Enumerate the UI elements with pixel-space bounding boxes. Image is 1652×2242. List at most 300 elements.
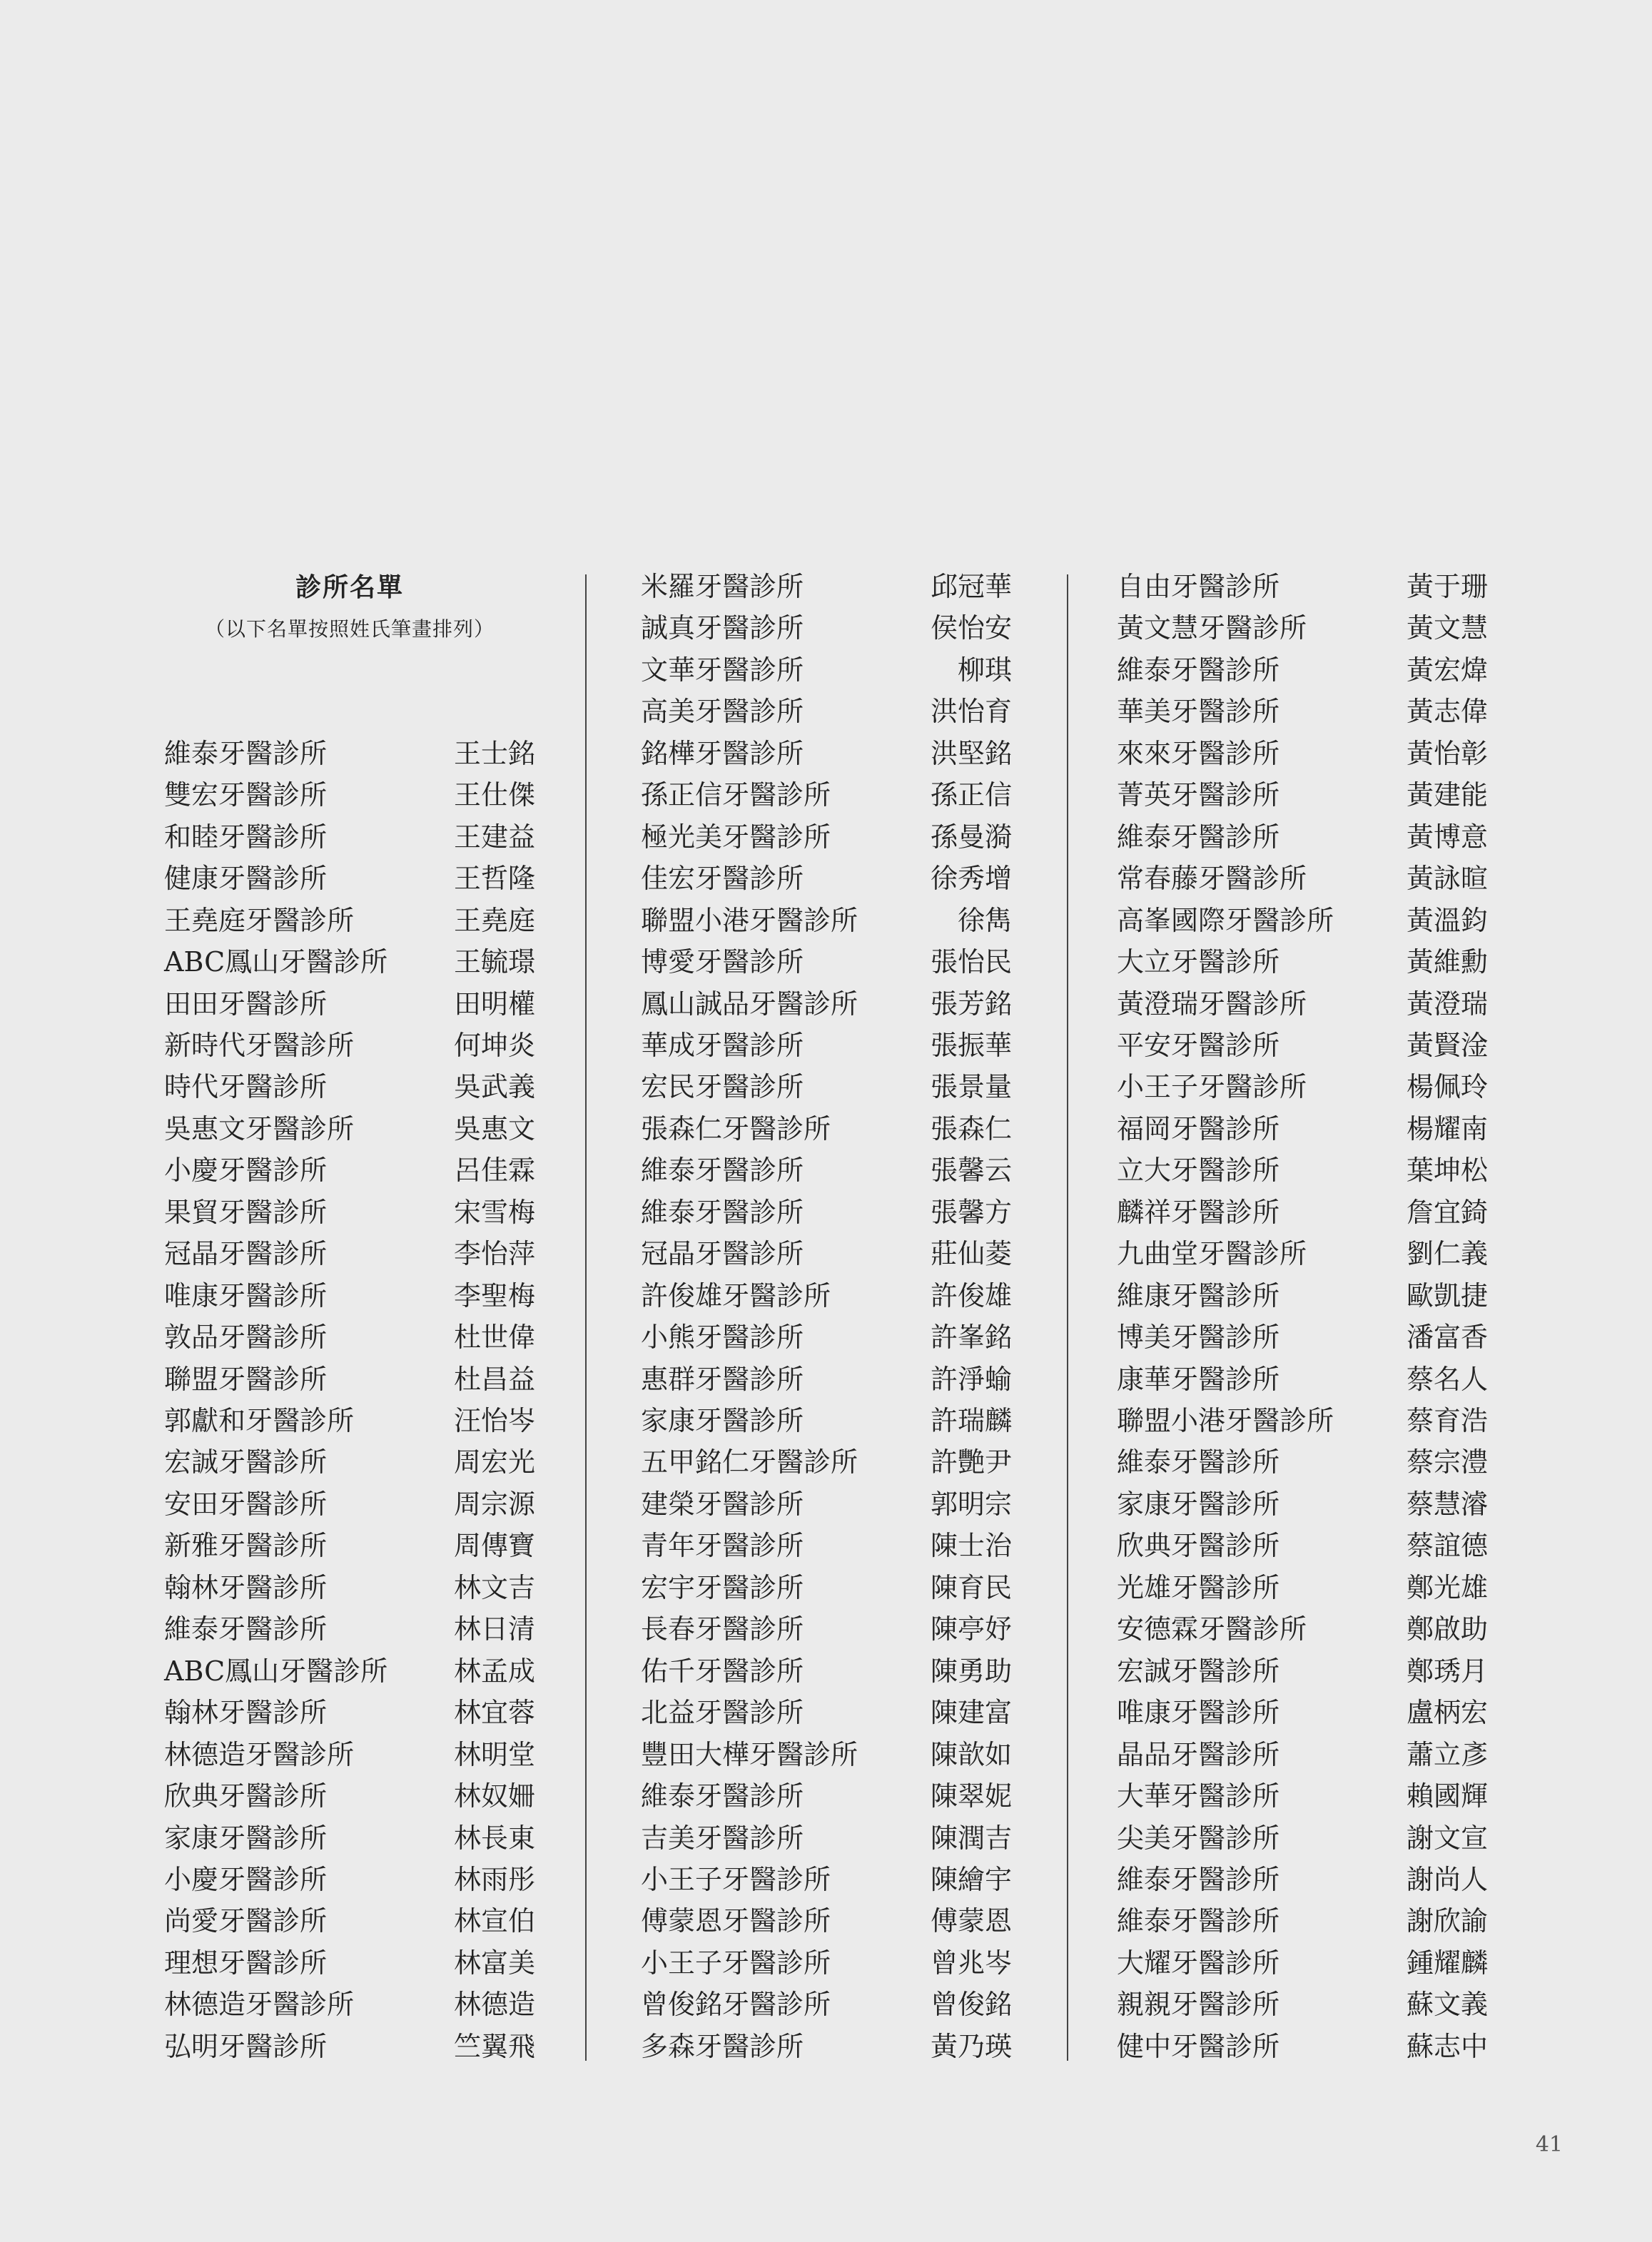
list-item	[641, 649, 1012, 691]
dentist-name: 吳惠文	[453, 1112, 535, 1145]
clinic-name: 傅蒙恩牙醫診所	[641, 1905, 831, 1937]
clinic-name: 宏誠牙醫診所	[164, 1446, 328, 1478]
dentist-name: 蔡名人	[1406, 1363, 1488, 1395]
list-item	[641, 733, 1012, 774]
clinic-name: 博美牙醫診所	[1117, 1322, 1280, 1354]
clinic-name: 翰林牙醫診所	[164, 1571, 328, 1603]
clinic-name: 華美牙醫診所	[1117, 696, 1280, 728]
clinic-name: 青年牙醫診所	[641, 1530, 804, 1562]
dentist-name: 竺翼飛	[453, 2030, 535, 2062]
clinic-name: 唯康牙醫診所	[164, 1279, 328, 1312]
clinic-name: 宏宇牙醫診所	[641, 1571, 804, 1603]
list-item	[164, 941, 535, 983]
clinic-name: 維康牙醫診所	[1117, 1279, 1280, 1312]
clinic-name: 維泰牙醫診所	[164, 737, 328, 769]
clinic-name: 家康牙醫診所	[641, 1405, 804, 1436]
list-item	[641, 1400, 1012, 1441]
dentist-name: 王哲隆	[453, 863, 535, 895]
clinic-name: 五甲銘仁牙醫診所	[641, 1446, 858, 1478]
dentist-name: 陳翠妮	[930, 1780, 1012, 1812]
list-item	[641, 941, 1012, 983]
clinic-name: 曾俊銘牙醫診所	[641, 1989, 831, 2021]
list-item	[1117, 1441, 1488, 1483]
dentist-name: 陳繪宇	[930, 1863, 1012, 1895]
list-item	[1117, 983, 1488, 1025]
dentist-name: 許峯銘	[930, 1322, 1012, 1354]
dentist-name: 呂佳霖	[453, 1155, 535, 1187]
clinic-name: 聯盟牙醫診所	[164, 1363, 328, 1395]
dentist-name: 歐凱捷	[1406, 1279, 1488, 1312]
list-item	[164, 1859, 535, 1900]
dentist-name: 周宗源	[453, 1488, 535, 1520]
list-item	[164, 1942, 535, 1984]
dentist-name: 蔡宗澧	[1406, 1446, 1488, 1478]
dentist-name: 徐秀增	[930, 863, 1012, 895]
list-item	[164, 1608, 535, 1650]
dentist-name: 孫正信	[930, 779, 1012, 811]
list-item	[1117, 1734, 1488, 1775]
clinic-name: 郭獻和牙醫診所	[164, 1405, 355, 1436]
list-item	[164, 1692, 535, 1733]
dentist-name: 黃澄瑞	[1406, 988, 1488, 1020]
dentist-name: 黃志偉	[1406, 696, 1488, 728]
clinic-name: 健康牙醫診所	[164, 863, 328, 895]
list-item	[1117, 900, 1488, 941]
dentist-name: 蔡慧濬	[1406, 1488, 1488, 1520]
list-item	[1117, 1859, 1488, 1900]
list-item	[164, 900, 535, 941]
dentist-name: 黃乃瑛	[930, 2030, 1012, 2062]
page-number: 41	[1535, 2132, 1563, 2157]
list-item	[641, 1317, 1012, 1358]
dentist-name: 賴國輝	[1406, 1780, 1488, 1812]
list-item	[164, 1441, 535, 1483]
clinic-name: 黃澄瑞牙醫診所	[1117, 988, 1307, 1020]
clinic-name: 多森牙醫診所	[641, 2030, 804, 2062]
dentist-name: 徐雋	[957, 904, 1012, 936]
list-item	[641, 1525, 1012, 1566]
list-item	[164, 1734, 535, 1775]
dentist-name: 黃宏煒	[1406, 654, 1488, 686]
dentist-name: 蘇文義	[1406, 1989, 1488, 2021]
clinic-name: ABC鳳山牙醫診所	[164, 946, 388, 978]
clinic-name: 維泰牙醫診所	[1117, 821, 1280, 853]
clinic-name: 林德造牙醫診所	[164, 1738, 355, 1770]
clinic-name: 誠真牙醫診所	[641, 612, 804, 644]
list-item	[1117, 1400, 1488, 1441]
clinic-name: 家康牙醫診所	[1117, 1488, 1280, 1520]
clinic-name: 聯盟小港牙醫診所	[641, 904, 858, 936]
clinic-name: 華成牙醫診所	[641, 1029, 804, 1061]
dentist-name: 李聖梅	[453, 1279, 535, 1312]
list-item	[164, 1192, 535, 1233]
list-item	[641, 1817, 1012, 1859]
clinic-name: 光雄牙醫診所	[1117, 1571, 1280, 1603]
dentist-name: 吳武義	[453, 1071, 535, 1103]
dentist-name: 陳勇助	[930, 1655, 1012, 1687]
clinic-name: 維泰牙醫診所	[1117, 1446, 1280, 1478]
dentist-name: 陳歆如	[930, 1738, 1012, 1770]
dentist-name: 王毓璟	[453, 946, 535, 978]
dentist-name: 林日清	[453, 1613, 535, 1645]
clinic-name: 麟祥牙醫診所	[1117, 1196, 1280, 1228]
dentist-name: 葉坤松	[1406, 1155, 1488, 1187]
clinic-name: 許俊雄牙醫診所	[641, 1279, 831, 1312]
clinic-name: 小熊牙醫診所	[641, 1322, 804, 1354]
list-item	[641, 1233, 1012, 1274]
list-item	[1117, 1525, 1488, 1566]
dentist-name: 黃博意	[1406, 821, 1488, 853]
list-item	[641, 1108, 1012, 1150]
clinic-name: 高美牙醫診所	[641, 696, 804, 728]
clinic-name: 維泰牙醫診所	[641, 1780, 804, 1812]
dentist-name: 鄭啟助	[1406, 1613, 1488, 1645]
list-item	[641, 1692, 1012, 1733]
dentist-name: 何坤炎	[453, 1029, 535, 1061]
list-item	[1117, 1567, 1488, 1608]
dentist-name: 蘇志中	[1406, 2030, 1488, 2062]
clinic-name: 長春牙醫診所	[641, 1613, 804, 1645]
clinic-name: 九曲堂牙醫診所	[1117, 1238, 1307, 1270]
list-item	[641, 1650, 1012, 1692]
dentist-name: 林宣伯	[453, 1905, 535, 1937]
clinic-name: 雙宏牙醫診所	[164, 779, 328, 811]
list-item	[164, 1233, 535, 1274]
clinic-name: 維泰牙醫診所	[1117, 1863, 1280, 1895]
list-item	[641, 1359, 1012, 1400]
dentist-name: 黃文慧	[1406, 612, 1488, 644]
list-item	[641, 2026, 1012, 2067]
list-item	[1117, 1317, 1488, 1358]
page-title: 診所名單	[295, 572, 404, 602]
list-item	[641, 1984, 1012, 2025]
dentist-name: 黃于珊	[1406, 571, 1488, 602]
clinic-name: 大耀牙醫診所	[1117, 1947, 1280, 1979]
list-item	[164, 1900, 535, 1942]
clinic-name: 維泰牙醫診所	[1117, 1905, 1280, 1937]
dentist-name: 黃賢淦	[1406, 1029, 1488, 1061]
dentist-name: 林富美	[453, 1947, 535, 1979]
list-item	[641, 1567, 1012, 1608]
clinic-name: 康華牙醫診所	[1117, 1363, 1280, 1395]
dentist-name: 陳育民	[930, 1571, 1012, 1603]
dentist-name: 李怡萍	[453, 1238, 535, 1270]
clinic-name: 小王子牙醫診所	[641, 1947, 831, 1979]
dentist-name: 張森仁	[930, 1112, 1012, 1145]
dentist-name: 曾兆岑	[930, 1947, 1012, 1979]
list-item	[164, 1567, 535, 1608]
list-item	[1117, 607, 1488, 649]
clinic-name: 宏民牙醫診所	[641, 1071, 804, 1103]
clinic-name: 大華牙醫診所	[1117, 1780, 1280, 1812]
dentist-name: 陳亭妤	[930, 1613, 1012, 1645]
dentist-name: 王仕傑	[453, 779, 535, 811]
list-item	[641, 1066, 1012, 1107]
list-item	[641, 858, 1012, 899]
dentist-name: 黃維勳	[1406, 946, 1488, 978]
clinic-name: 翰林牙醫診所	[164, 1697, 328, 1729]
dentist-name: 楊耀南	[1406, 1112, 1488, 1145]
clinic-name: 文華牙醫診所	[641, 654, 804, 686]
dentist-name: 侯怡安	[930, 612, 1012, 644]
list-item	[641, 691, 1012, 732]
dentist-name: 張景量	[930, 1071, 1012, 1103]
clinic-name: 尖美牙醫診所	[1117, 1822, 1280, 1854]
dentist-name: 林明堂	[453, 1738, 535, 1770]
list-item	[1117, 816, 1488, 858]
list-item	[641, 1859, 1012, 1900]
clinic-name: 果貿牙醫診所	[164, 1196, 328, 1228]
clinic-name: 平安牙醫診所	[1117, 1029, 1280, 1061]
list-item	[641, 983, 1012, 1025]
clinic-name: 常春藤牙醫診所	[1117, 863, 1307, 895]
clinic-name: 林德造牙醫診所	[164, 1989, 355, 2021]
list-item	[164, 1150, 535, 1191]
list-item	[164, 1775, 535, 1817]
dentist-name: 林德造	[453, 1989, 535, 2021]
dentist-name: 楊佩玲	[1406, 1071, 1488, 1103]
clinic-name: 鳳山誠品牙醫診所	[641, 988, 858, 1020]
clinic-name: 田田牙醫診所	[164, 988, 328, 1020]
clinic-name: 新雅牙醫診所	[164, 1530, 328, 1562]
list-item	[1117, 1066, 1488, 1107]
list-item	[164, 858, 535, 899]
clinic-name: 小慶牙醫診所	[164, 1155, 328, 1187]
clinic-name: 米羅牙醫診所	[641, 571, 804, 602]
clinic-name: 大立牙醫診所	[1117, 946, 1280, 978]
dentist-name: 盧柄宏	[1406, 1697, 1488, 1729]
dentist-name: 黃詠暄	[1406, 863, 1488, 895]
dentist-name: 杜世偉	[453, 1322, 535, 1354]
list-item	[1117, 1775, 1488, 1817]
dentist-name: 林雨彤	[453, 1863, 535, 1895]
clinic-name: 家康牙醫診所	[164, 1822, 328, 1854]
clinic-name: 小慶牙醫診所	[164, 1863, 328, 1895]
dentist-name: 田明權	[453, 988, 535, 1020]
clinic-name: 健中牙醫診所	[1117, 2030, 1280, 2062]
dentist-name: 郭明宗	[930, 1488, 1012, 1520]
clinic-name: 理想牙醫診所	[164, 1947, 328, 1979]
clinic-name: 新時代牙醫診所	[164, 1029, 355, 1061]
clinic-name: 聯盟小港牙醫診所	[1117, 1405, 1334, 1436]
list-item	[164, 1317, 535, 1358]
dentist-name: 孫曼漪	[930, 821, 1012, 853]
clinic-name: 孫正信牙醫診所	[641, 779, 831, 811]
clinic-name: 福岡牙醫診所	[1117, 1112, 1280, 1145]
clinic-name: 敦品牙醫診所	[164, 1322, 328, 1354]
dentist-name: 謝文宣	[1406, 1822, 1488, 1854]
list-item	[1117, 1608, 1488, 1650]
dentist-name: 許瑞麟	[930, 1405, 1012, 1436]
dentist-name: 鄭琇月	[1406, 1655, 1488, 1687]
clinic-name: 吉美牙醫診所	[641, 1822, 804, 1854]
dentist-name: 林文吉	[453, 1571, 535, 1603]
clinic-name: 欣典牙醫診所	[164, 1780, 328, 1812]
dentist-name: 張馨方	[930, 1196, 1012, 1228]
list-item	[1117, 1483, 1488, 1525]
clinic-name: 菁英牙醫診所	[1117, 779, 1280, 811]
clinic-name: 北益牙醫診所	[641, 1697, 804, 1729]
list-item	[164, 1025, 535, 1066]
clinic-name: 親親牙醫診所	[1117, 1989, 1280, 2021]
dentist-name: 莊仙菱	[930, 1238, 1012, 1270]
clinic-name: 極光美牙醫診所	[641, 821, 831, 853]
clinic-name: 建榮牙醫診所	[641, 1488, 804, 1520]
clinic-name: 博愛牙醫診所	[641, 946, 804, 978]
list-item	[1117, 1233, 1488, 1274]
dentist-name: 林長東	[453, 1822, 535, 1854]
list-item	[1117, 691, 1488, 732]
list-item	[1117, 1817, 1488, 1859]
list-item	[164, 774, 535, 816]
clinic-name: 維泰牙醫診所	[1117, 654, 1280, 686]
dentist-name: 張馨云	[930, 1155, 1012, 1187]
list-item	[1117, 1900, 1488, 1942]
list-item	[1117, 858, 1488, 899]
dentist-name: 汪怡岑	[453, 1405, 535, 1436]
list-item	[1117, 649, 1488, 691]
dentist-name: 許艷尹	[930, 1446, 1012, 1478]
list-item	[641, 1441, 1012, 1483]
dentist-name: 邱冠華	[930, 571, 1012, 602]
dentist-name: 林孟成	[453, 1655, 535, 1687]
list-item	[641, 1734, 1012, 1775]
dentist-name: 王建益	[453, 821, 535, 853]
list-item	[1117, 774, 1488, 816]
clinic-name: 和睦牙醫診所	[164, 821, 328, 853]
list-item	[164, 1359, 535, 1400]
clinic-name: 立大牙醫診所	[1117, 1155, 1280, 1187]
clinic-name: 時代牙醫診所	[164, 1071, 328, 1103]
list-item	[164, 733, 535, 774]
clinic-name: 晶品牙醫診所	[1117, 1738, 1280, 1770]
dentist-name: 陳建富	[930, 1697, 1012, 1729]
clinic-name: 安田牙醫診所	[164, 1488, 328, 1520]
dentist-name: 周宏光	[453, 1446, 535, 1478]
clinic-name: 宏誠牙醫診所	[1117, 1655, 1280, 1687]
clinic-name: 維泰牙醫診所	[164, 1613, 328, 1645]
list-item	[1117, 1984, 1488, 2025]
clinic-name: 惠群牙醫診所	[641, 1363, 804, 1395]
list-item	[164, 1817, 535, 1859]
dentist-name: 蔡誼德	[1406, 1530, 1488, 1562]
clinic-name: 安德霖牙醫診所	[1117, 1613, 1307, 1645]
list-item	[164, 1400, 535, 1441]
dentist-name: 黃溫鈞	[1406, 904, 1488, 936]
dentist-name: 黃建能	[1406, 779, 1488, 811]
dentist-name: 林宜蓉	[453, 1697, 535, 1729]
dentist-name: 林奴姍	[453, 1780, 535, 1812]
list-item	[1117, 1942, 1488, 1984]
list-item	[641, 1942, 1012, 1984]
clinic-name: 張森仁牙醫診所	[641, 1112, 831, 1145]
clinic-name: 小王子牙醫診所	[1117, 1071, 1307, 1103]
dentist-name: 張振華	[930, 1029, 1012, 1061]
clinic-name: 冠晶牙醫診所	[164, 1238, 328, 1270]
list-item	[164, 2026, 535, 2067]
list-item	[1117, 1108, 1488, 1150]
dentist-name: 許俊雄	[930, 1279, 1012, 1312]
clinic-name: 吳惠文牙醫診所	[164, 1112, 355, 1145]
clinic-name: 來來牙醫診所	[1117, 737, 1280, 769]
dentist-name: 許淨蝓	[930, 1363, 1012, 1395]
clinic-name: 維泰牙醫診所	[641, 1196, 804, 1228]
clinic-name: 豐田大樺牙醫診所	[641, 1738, 858, 1770]
dentist-name: 張怡民	[930, 946, 1012, 978]
page-subtitle: （以下名單按照姓氏筆畫排列）	[204, 617, 495, 641]
dentist-name: 王士銘	[453, 737, 535, 769]
list-item	[1117, 1025, 1488, 1066]
list-item	[164, 816, 535, 858]
list-item	[641, 1275, 1012, 1317]
list-item	[641, 1150, 1012, 1191]
list-item	[641, 1900, 1012, 1942]
dentist-name: 洪怡育	[930, 696, 1012, 728]
dentist-name: 洪堅銘	[930, 737, 1012, 769]
clinic-name: 弘明牙醫診所	[164, 2030, 328, 2062]
clinic-name: 冠晶牙醫診所	[641, 1238, 804, 1270]
list-item	[164, 1275, 535, 1317]
dentist-name: 陳士治	[930, 1530, 1012, 1562]
list-item	[641, 1608, 1012, 1650]
list-item	[164, 983, 535, 1025]
column-divider-2	[1067, 574, 1068, 2061]
dentist-name: 潘富香	[1406, 1322, 1488, 1354]
list-item	[641, 1025, 1012, 1066]
dentist-name: 王堯庭	[453, 904, 535, 936]
list-item	[164, 1525, 535, 1566]
dentist-name: 柳琪	[957, 654, 1012, 686]
list-item	[641, 1483, 1012, 1525]
list-item	[164, 1108, 535, 1150]
dentist-name: 蕭立彥	[1406, 1738, 1488, 1770]
dentist-name: 陳潤吉	[930, 1822, 1012, 1854]
list-item	[641, 566, 1012, 607]
clinic-name: 佑千牙醫診所	[641, 1655, 804, 1687]
list-item	[641, 1775, 1012, 1817]
list-item	[1117, 1692, 1488, 1733]
list-item	[1117, 1650, 1488, 1692]
clinic-name: 黃文慧牙醫診所	[1117, 612, 1307, 644]
list-item	[1117, 1275, 1488, 1317]
clinic-name: 維泰牙醫診所	[641, 1155, 804, 1187]
dentist-name: 鄭光雄	[1406, 1571, 1488, 1603]
dentist-name: 蔡育浩	[1406, 1405, 1488, 1436]
list-item	[641, 607, 1012, 649]
clinic-name: 佳宏牙醫診所	[641, 863, 804, 895]
list-item	[164, 1483, 535, 1525]
dentist-name: 傅蒙恩	[930, 1905, 1012, 1937]
clinic-name: 唯康牙醫診所	[1117, 1697, 1280, 1729]
clinic-name: ABC鳳山牙醫診所	[164, 1655, 388, 1687]
list-item	[641, 900, 1012, 941]
dentist-name: 宋雪梅	[453, 1196, 535, 1228]
list-item	[1117, 941, 1488, 983]
list-item	[1117, 1359, 1488, 1400]
list-item	[641, 816, 1012, 858]
column-divider-1	[585, 574, 587, 2061]
dentist-name: 曾俊銘	[930, 1989, 1012, 2021]
list-item	[1117, 566, 1488, 607]
dentist-name: 詹宜錡	[1406, 1196, 1488, 1228]
dentist-name: 周傳寶	[453, 1530, 535, 1562]
clinic-name: 銘樺牙醫診所	[641, 737, 804, 769]
clinic-name: 欣典牙醫診所	[1117, 1530, 1280, 1562]
list-item	[1117, 733, 1488, 774]
list-item	[164, 1984, 535, 2025]
list-item	[1117, 1192, 1488, 1233]
dentist-name: 張芳銘	[930, 988, 1012, 1020]
